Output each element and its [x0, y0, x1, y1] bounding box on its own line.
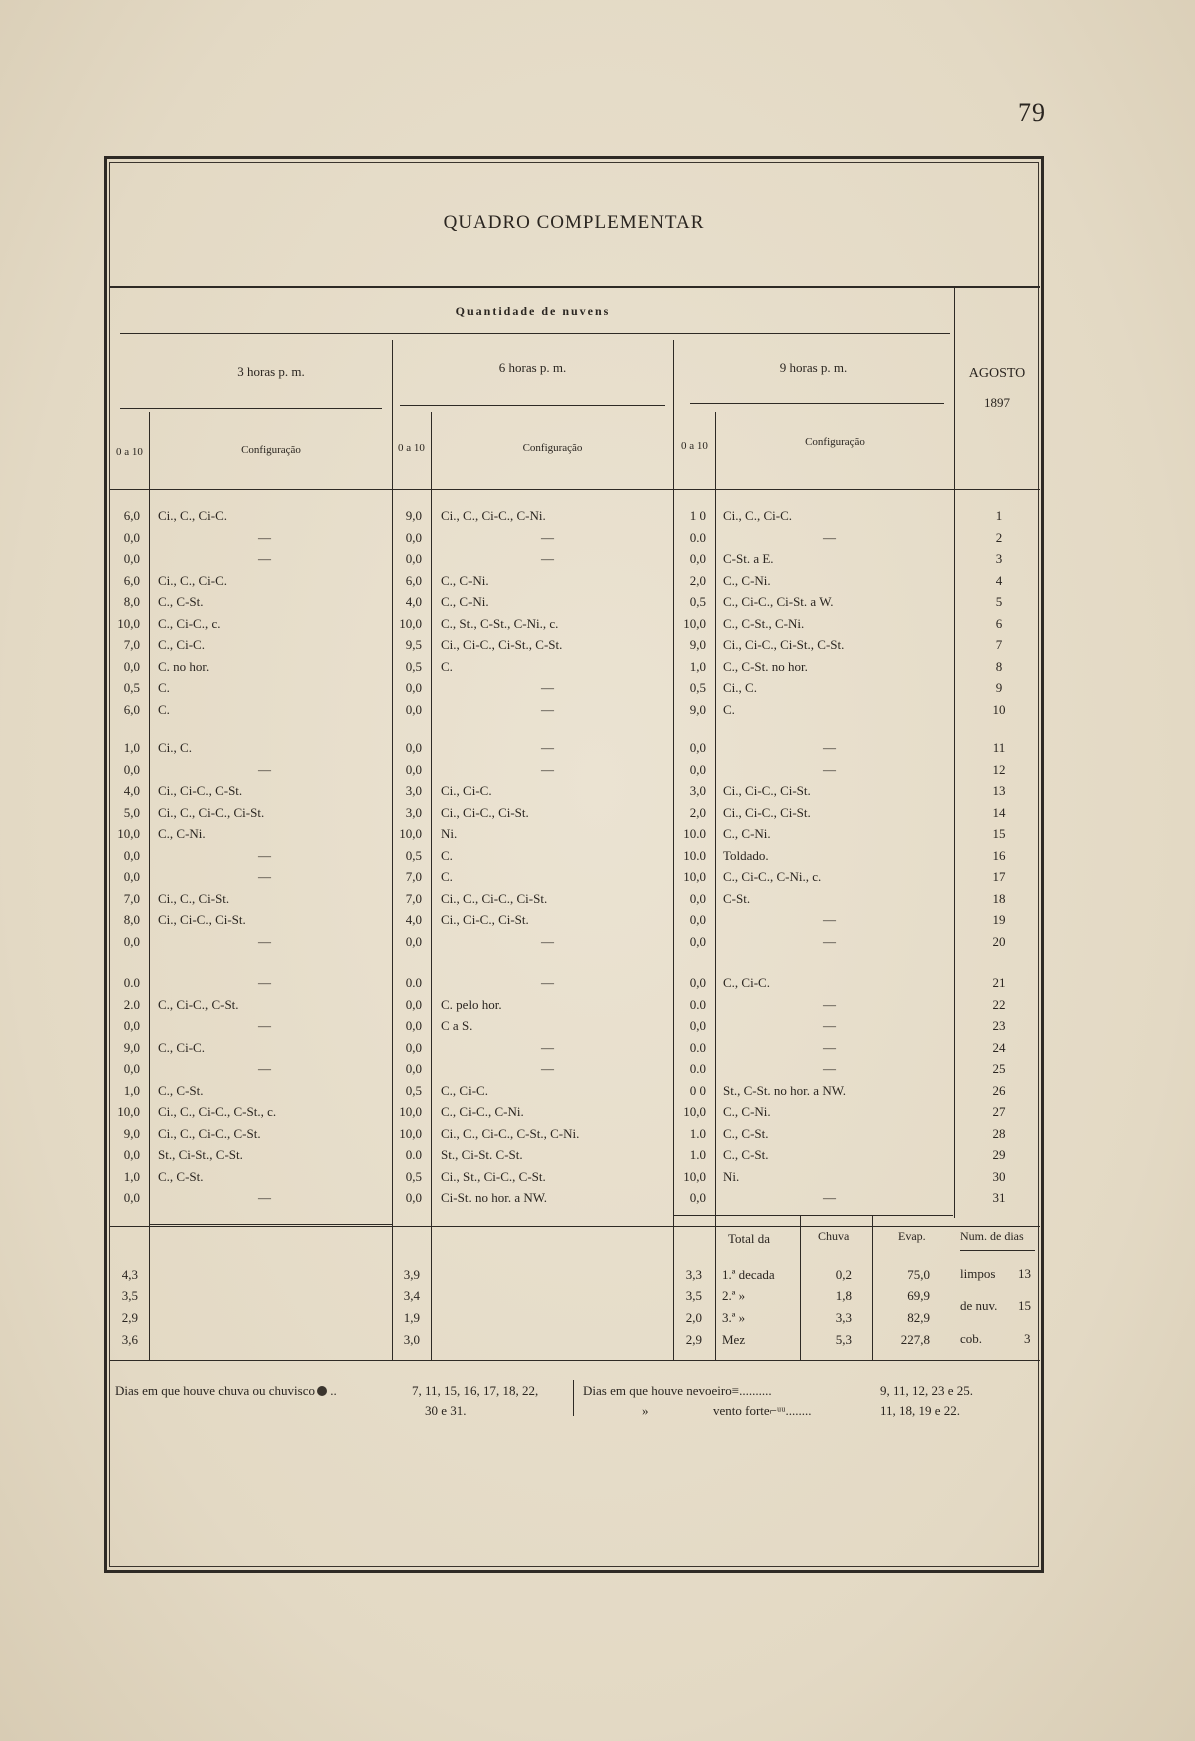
- summary-3pm-value: 2,9: [121, 1310, 138, 1325]
- day-number: 30: [992, 1169, 1006, 1184]
- summary-9pm-value: 3,3: [685, 1267, 702, 1282]
- cloud-6pm: 0,0: [405, 740, 422, 755]
- config-9pm: —: [823, 912, 836, 927]
- cloud-9pm: 0,0: [689, 912, 706, 927]
- cloud-9pm: 2,0: [689, 573, 706, 588]
- cloud-9pm: 0,0: [689, 740, 706, 755]
- day-number: 7: [995, 637, 1003, 652]
- day-number: 4: [995, 573, 1003, 588]
- day-number: 31: [992, 1190, 1006, 1205]
- config-3pm: —: [258, 1018, 271, 1033]
- cloud-9pm: 1 0: [689, 508, 706, 523]
- summary-9pm-value: 2,9: [685, 1332, 702, 1347]
- cloud-3pm: 10,0: [117, 616, 140, 631]
- summary-3pm-value: 4,3: [121, 1267, 138, 1282]
- day-number: 18: [992, 891, 1006, 906]
- summary-rule-9pm: [673, 1215, 953, 1216]
- config-3pm: C., Ci-C.: [158, 1040, 205, 1055]
- config-3pm: —: [258, 762, 271, 777]
- summary-rain-value: 3,3: [835, 1310, 852, 1325]
- config-9pm: C., Ci-C., C-Ni., c.: [723, 869, 822, 884]
- config-6pm: —: [541, 551, 554, 566]
- summary-9pm-value: 2,0: [685, 1310, 702, 1325]
- cloud-9pm: 10,0: [683, 869, 706, 884]
- cloud-9pm: 10.0: [683, 848, 706, 863]
- summary-period-label: 2.ª »: [722, 1288, 746, 1303]
- hour-rule-2: [400, 405, 665, 406]
- config-9pm: —: [823, 740, 836, 755]
- cloud-3pm: 6,0: [123, 702, 140, 717]
- cloud-3pm: 0,0: [123, 1061, 140, 1076]
- config-3pm: —: [258, 869, 271, 884]
- cloud-9pm: 0,5: [689, 594, 706, 609]
- cloud-9pm: 3,0: [689, 783, 706, 798]
- config-6pm: Ci., St., Ci-C., C-St.: [441, 1169, 546, 1184]
- day-number: 13: [992, 783, 1006, 798]
- config-header-3pm: Configuração: [241, 444, 301, 456]
- day-number: 24: [992, 1040, 1006, 1055]
- config-3pm: C.: [158, 680, 170, 695]
- config-3pm: —: [258, 934, 271, 949]
- summary-period-label: 3.ª »: [722, 1310, 746, 1325]
- cloud-3pm: 0.0: [123, 975, 140, 990]
- cloud-9pm: 0,0: [689, 1018, 706, 1033]
- summary-divider-1: [800, 1216, 801, 1360]
- wind-days-label: vento forte⌐ᵘᵘ........: [713, 1403, 812, 1418]
- cloud-3pm: 5,0: [123, 805, 140, 820]
- cloud-9pm: 1.0: [689, 1126, 706, 1141]
- cloud-3pm: 8,0: [123, 594, 140, 609]
- config-3pm: Ci., C., Ci-C.: [158, 508, 227, 523]
- year-label: 1897: [984, 395, 1010, 410]
- config-9pm: Ni.: [723, 1169, 740, 1184]
- header-bottom-rule: [110, 489, 1040, 490]
- config-9pm: Ci., Ci-C., Ci-St.: [723, 805, 811, 820]
- cloud-3pm: 10,0: [117, 1104, 140, 1119]
- cloud-6pm: 3,0: [405, 783, 422, 798]
- summary-chuva-header: Chuva: [818, 1229, 850, 1243]
- rain-icon: [317, 1386, 327, 1396]
- cloud-9pm: 1,0: [689, 659, 706, 674]
- config-9pm: Ci., C.: [723, 680, 757, 695]
- title-rule: [110, 286, 1040, 288]
- cloud-6pm: 0.0: [405, 975, 422, 990]
- scale-divider-2: [431, 412, 432, 1360]
- cloud-6pm: 4,0: [405, 912, 422, 927]
- config-9pm: C., C-Ni.: [723, 1104, 771, 1119]
- cloud-3pm: 0,0: [123, 1147, 140, 1162]
- summary-evap-value: 75,0: [907, 1267, 930, 1282]
- cloud-3pm: 9,0: [123, 1126, 140, 1141]
- cloud-9pm: 0,0: [689, 891, 706, 906]
- config-6pm: C.: [441, 659, 453, 674]
- days-nuv-value: 15: [1018, 1298, 1031, 1313]
- wind-days-list: 11, 18, 19 e 22.: [880, 1403, 961, 1418]
- cloud-9pm: 0,0: [689, 551, 706, 566]
- summary-evap-value: 82,9: [907, 1310, 930, 1325]
- config-9pm: —: [823, 1040, 836, 1055]
- rain-days-list-2: 30 e 31.: [425, 1403, 467, 1418]
- config-6pm: Ci., C., Ci-C., C-Ni.: [441, 508, 546, 523]
- cloud-3pm: 0,0: [123, 659, 140, 674]
- cloud-3pm: 7,0: [123, 637, 140, 652]
- config-6pm: —: [541, 975, 554, 990]
- config-9pm: Ci., C., Ci-C.: [723, 508, 792, 523]
- cloud-3pm: 8,0: [123, 912, 140, 927]
- cloud-6pm: 0,0: [405, 1061, 422, 1076]
- hour-rule-1: [120, 408, 382, 409]
- rain-days-text: Dias em que houve chuva ou chuvisco: [115, 1383, 316, 1398]
- config-9pm: C., C-St., C-Ni.: [723, 616, 805, 631]
- rain-days-list-1: 7, 11, 15, 16, 17, 18, 22,: [412, 1383, 539, 1398]
- config-9pm: C., Ci-C., Ci-St. a W.: [723, 594, 834, 609]
- summary-rule-3pm: [150, 1224, 392, 1225]
- cloud-3pm: 0,0: [123, 530, 140, 545]
- cloud-6pm: 0,5: [405, 1169, 422, 1184]
- day-number: 27: [992, 1104, 1006, 1119]
- day-number: 17: [992, 869, 1006, 884]
- config-6pm: Ni.: [441, 826, 458, 841]
- cloud-3pm: 0,0: [123, 848, 140, 863]
- config-3pm: —: [258, 848, 271, 863]
- footer-top-rule: [110, 1360, 1040, 1361]
- summary-period-label: 1.ª decada: [722, 1267, 775, 1282]
- config-6pm: —: [541, 702, 554, 717]
- day-number: 5: [995, 594, 1003, 609]
- cloud-6pm: 0,5: [405, 848, 422, 863]
- cloud-9pm: 1.0: [689, 1147, 706, 1162]
- cloud-6pm: 9,5: [405, 637, 422, 652]
- config-3pm: Ci., C.: [158, 740, 192, 755]
- summary-top-rule: [110, 1226, 1040, 1227]
- day-number: 6: [995, 616, 1003, 631]
- days-limpos-label: limpos: [960, 1266, 996, 1281]
- config-9pm: C-St. a E.: [723, 551, 774, 566]
- day-number: 19: [992, 912, 1006, 927]
- summary-days-rule: [960, 1250, 1035, 1251]
- cloud-6pm: 0,0: [405, 997, 422, 1012]
- config-6pm: —: [541, 530, 554, 545]
- cloud-3pm: 0,0: [123, 869, 140, 884]
- config-3pm: —: [258, 551, 271, 566]
- config-3pm: Ci., C., Ci-C.: [158, 573, 227, 588]
- config-9pm: Toldado.: [723, 848, 769, 863]
- cloud-3pm: 10,0: [117, 826, 140, 841]
- cloud-3pm: 4,0: [123, 783, 140, 798]
- summary-6pm-value: 3,4: [403, 1288, 420, 1303]
- summary-evap-value: 69,9: [907, 1288, 930, 1303]
- cloud-3pm: 6,0: [123, 508, 140, 523]
- cloud-6pm: 4,0: [405, 594, 422, 609]
- hour-header-6pm: 6 horas p. m.: [498, 360, 567, 375]
- config-9pm: C., C-St. no hor.: [723, 659, 808, 674]
- cloud-9pm: 0,0: [689, 934, 706, 949]
- config-6pm: Ci., C., Ci-C., Ci-St.: [441, 891, 548, 906]
- config-3pm: C., C-St.: [158, 594, 204, 609]
- cloud-9pm: 0,0: [689, 975, 706, 990]
- summary-3pm-value: 3,6: [121, 1332, 138, 1347]
- config-6pm: Ci., Ci-C., Ci-St., C-St.: [441, 637, 563, 652]
- cloud-6pm: 6,0: [405, 573, 422, 588]
- config-6pm: —: [541, 1040, 554, 1055]
- fog-days-list: 9, 11, 12, 23 e 25.: [880, 1383, 974, 1398]
- summary-6pm-value: 1,9: [403, 1310, 420, 1325]
- config-3pm: —: [258, 1061, 271, 1076]
- scale-header-3pm: 0 a 10: [116, 446, 143, 458]
- cloud-6pm: 7,0: [405, 869, 422, 884]
- cloud-6pm: 10,0: [399, 1104, 422, 1119]
- config-6pm: —: [541, 1061, 554, 1076]
- scale-divider-1: [149, 412, 150, 1360]
- config-6pm: —: [541, 740, 554, 755]
- config-3pm: C., Ci-C., C-St.: [158, 997, 239, 1012]
- cloud-9pm: 10,0: [683, 1104, 706, 1119]
- cloud-3pm: 0,0: [123, 1018, 140, 1033]
- cloud-3pm: 0,0: [123, 1190, 140, 1205]
- hour-header-9pm: 9 horas p. m.: [779, 360, 848, 375]
- cloud-9pm: 2,0: [689, 805, 706, 820]
- cloud-6pm: 0,0: [405, 934, 422, 949]
- rain-days-label: [115, 1383, 337, 1399]
- summary-9pm-value: 3,5: [685, 1288, 702, 1303]
- config-3pm: C., C-St.: [158, 1169, 204, 1184]
- cloud-6pm: 0,0: [405, 530, 422, 545]
- summary-period-label: Mez: [722, 1332, 746, 1347]
- cloud-3pm: 0,0: [123, 551, 140, 566]
- cloud-6pm: 10,0: [399, 616, 422, 631]
- day-number: 15: [992, 826, 1006, 841]
- config-3pm: Ci., C., Ci-St.: [158, 891, 230, 906]
- summary-rain-value: 1,8: [835, 1288, 852, 1303]
- day-number: 3: [995, 551, 1003, 566]
- config-9pm: Ci., Ci-C., Ci-St., C-St.: [723, 637, 845, 652]
- config-9pm: St., C-St. no hor. a NW.: [723, 1083, 847, 1098]
- config-9pm: C., C-Ni.: [723, 826, 771, 841]
- config-3pm: St., Ci-St., C-St.: [158, 1147, 243, 1162]
- cloud-6pm: 0,0: [405, 1018, 422, 1033]
- cloud-6pm: 0,0: [405, 551, 422, 566]
- config-6pm: C.: [441, 848, 453, 863]
- cloud-9pm: 0,0: [689, 1190, 706, 1205]
- cloud-9pm: 0,5: [689, 680, 706, 695]
- days-cob-value: 3: [1024, 1331, 1031, 1346]
- cloud-9pm: 0.0: [689, 1061, 706, 1076]
- summary-evap-header: Evap.: [898, 1229, 926, 1243]
- config-6pm: C., C-Ni.: [441, 573, 489, 588]
- config-3pm: —: [258, 975, 271, 990]
- cloud-6pm: 7,0: [405, 891, 422, 906]
- day-number: 10: [992, 702, 1006, 717]
- config-3pm: —: [258, 530, 271, 545]
- day-column-rule: [954, 288, 955, 1218]
- cloud-9pm: 9,0: [689, 637, 706, 652]
- summary-rain-value: 5,3: [835, 1332, 852, 1347]
- summary-6pm-value: 3,0: [403, 1332, 420, 1347]
- cloud-6pm: 0,0: [405, 1040, 422, 1055]
- config-9pm: —: [823, 1190, 836, 1205]
- cloud-6pm: 0,0: [405, 702, 422, 717]
- cloud-3pm: 0,5: [123, 680, 140, 695]
- config-9pm: —: [823, 997, 836, 1012]
- config-6pm: Ci., Ci-C.: [441, 783, 492, 798]
- cloud-3pm: 6,0: [123, 573, 140, 588]
- summary-rain-value: 0,2: [835, 1267, 852, 1282]
- fog-days-label: Dias em que houve nevoeiro≡..........: [583, 1383, 772, 1398]
- hour-header-3pm: 3 horas p. m.: [237, 364, 305, 379]
- cloud-6pm: 0,5: [405, 1083, 422, 1098]
- config-3pm: Ci., C., Ci-C., C-St., c.: [158, 1104, 277, 1119]
- config-3pm: C., C-Ni.: [158, 826, 206, 841]
- cloud-6pm: 0,0: [405, 762, 422, 777]
- day-number: 22: [992, 997, 1006, 1012]
- config-9pm: —: [823, 934, 836, 949]
- config-6pm: Ci., Ci-C., Ci-St.: [441, 912, 529, 927]
- config-6pm: C., Ci-C.: [441, 1083, 488, 1098]
- wind-ditto: »: [642, 1403, 649, 1418]
- cloud-3pm: 2.0: [123, 997, 140, 1012]
- cloud-9pm: 9,0: [689, 702, 706, 717]
- page-title: QUADRO COMPLEMENTAR: [443, 212, 705, 233]
- config-6pm: C.: [441, 869, 453, 884]
- day-number: 26: [992, 1083, 1006, 1098]
- scale-header-6pm: 0 a 10: [398, 442, 425, 454]
- cloud-9pm: 10,0: [683, 616, 706, 631]
- cloud-9pm: 0,0: [689, 762, 706, 777]
- config-6pm: C., Ci-C., C-Ni.: [441, 1104, 524, 1119]
- config-6pm: —: [541, 680, 554, 695]
- days-limpos-value: 13: [1018, 1266, 1031, 1281]
- day-number: 28: [992, 1126, 1006, 1141]
- cloud-9pm: 0.0: [689, 997, 706, 1012]
- config-9pm: Ci., Ci-C., Ci-St.: [723, 783, 811, 798]
- config-6pm: Ci-St. no hor. a NW.: [441, 1190, 548, 1205]
- footer-divider: [573, 1380, 574, 1416]
- hour-rule-3: [690, 403, 944, 404]
- group-title: Quantidade de nuvens: [455, 304, 611, 318]
- cloud-6pm: 9,0: [405, 508, 422, 523]
- cloud-3pm: 1,0: [123, 1169, 140, 1184]
- config-9pm: C-St.: [723, 891, 751, 906]
- config-3pm: Ci., Ci-C., C-St.: [158, 783, 243, 798]
- config-3pm: —: [258, 1190, 271, 1205]
- day-number: 20: [992, 934, 1006, 949]
- config-3pm: C. no hor.: [158, 659, 210, 674]
- cloud-9pm: 0.0: [689, 1040, 706, 1055]
- day-number: 16: [992, 848, 1006, 863]
- config-9pm: C., C-Ni.: [723, 573, 771, 588]
- config-9pm: C.: [723, 702, 735, 717]
- day-number: 9: [995, 680, 1003, 695]
- config-9pm: C., C-St.: [723, 1147, 769, 1162]
- day-number: 2: [995, 530, 1003, 545]
- page-number: 79: [1018, 98, 1046, 127]
- config-9pm: —: [823, 762, 836, 777]
- summary-evap-value: 227,8: [900, 1332, 930, 1347]
- cloud-3pm: 1,0: [123, 740, 140, 755]
- config-3pm: C., Ci-C., c.: [158, 616, 221, 631]
- cloud-6pm: 0,0: [405, 1190, 422, 1205]
- config-6pm: C a S.: [441, 1018, 473, 1033]
- config-9pm: —: [823, 530, 836, 545]
- day-number: 14: [992, 805, 1006, 820]
- cloud-6pm: 0.0: [405, 1147, 422, 1162]
- config-3pm: C.: [158, 702, 170, 717]
- config-3pm: C., Ci-C.: [158, 637, 205, 652]
- config-9pm: C., C-St.: [723, 1126, 769, 1141]
- group-rule: [120, 333, 950, 334]
- summary-total-header: Total da: [728, 1231, 771, 1246]
- summary-6pm-value: 3,9: [403, 1267, 420, 1282]
- config-6pm: Ci., Ci-C., Ci-St.: [441, 805, 529, 820]
- config-header-9pm: Configuração: [805, 436, 865, 448]
- cloud-9pm: 10.0: [683, 826, 706, 841]
- days-nuv-label: de nuv.: [960, 1298, 998, 1313]
- config-9pm: —: [823, 1018, 836, 1033]
- cloud-9pm: 10,0: [683, 1169, 706, 1184]
- config-6pm: C. pelo hor.: [441, 997, 502, 1012]
- config-3pm: C., C-St.: [158, 1083, 204, 1098]
- day-number: 12: [992, 762, 1006, 777]
- cloud-3pm: 7,0: [123, 891, 140, 906]
- config-3pm: Ci., C., Ci-C., Ci-St.: [158, 805, 265, 820]
- cloud-6pm: 0,0: [405, 680, 422, 695]
- scale-header-9pm: 0 a 10: [681, 440, 708, 452]
- config-header-6pm: Configuração: [522, 442, 583, 454]
- day-number: 11: [992, 740, 1006, 755]
- day-number: 1: [995, 508, 1003, 523]
- day-number: 25: [992, 1061, 1006, 1076]
- config-6pm: St., Ci-St. C-St.: [441, 1147, 523, 1162]
- day-number: 8: [995, 659, 1003, 674]
- cloud-6pm: 0,5: [405, 659, 422, 674]
- summary-days-header: Num. de dias: [960, 1229, 1024, 1243]
- config-9pm: —: [823, 1061, 836, 1076]
- days-cob-label: cob.: [960, 1331, 983, 1346]
- config-6pm: —: [541, 934, 554, 949]
- cloud-6pm: 3,0: [405, 805, 422, 820]
- cloud-3pm: 9,0: [123, 1040, 140, 1055]
- cloud-6pm: 10,0: [399, 1126, 422, 1141]
- day-number: 21: [992, 975, 1006, 990]
- config-3pm: Ci., C., Ci-C., C-St.: [158, 1126, 261, 1141]
- rain-days-dots: ..: [330, 1383, 337, 1398]
- config-6pm: Ci., C., Ci-C., C-St., C-Ni.: [441, 1126, 580, 1141]
- config-9pm: C., Ci-C.: [723, 975, 770, 990]
- cloud-6pm: 10,0: [399, 826, 422, 841]
- summary-3pm-value: 3,5: [121, 1288, 138, 1303]
- cloud-3pm: 0,0: [123, 934, 140, 949]
- cloud-9pm: 0.0: [689, 530, 706, 545]
- day-number: 29: [992, 1147, 1006, 1162]
- scale-divider-3: [715, 412, 716, 1360]
- config-6pm: —: [541, 762, 554, 777]
- day-number: 23: [992, 1018, 1006, 1033]
- cloud-9pm: 0 0: [689, 1083, 706, 1098]
- config-6pm: C., C-Ni.: [441, 594, 489, 609]
- cloud-3pm: 1,0: [123, 1083, 140, 1098]
- month-label: AGOSTO: [968, 366, 1026, 381]
- summary-divider-2: [872, 1216, 873, 1360]
- config-6pm: C., St., C-St., C-Ni., c.: [441, 616, 559, 631]
- config-3pm: Ci., Ci-C., Ci-St.: [158, 912, 246, 927]
- cloud-3pm: 0,0: [123, 762, 140, 777]
